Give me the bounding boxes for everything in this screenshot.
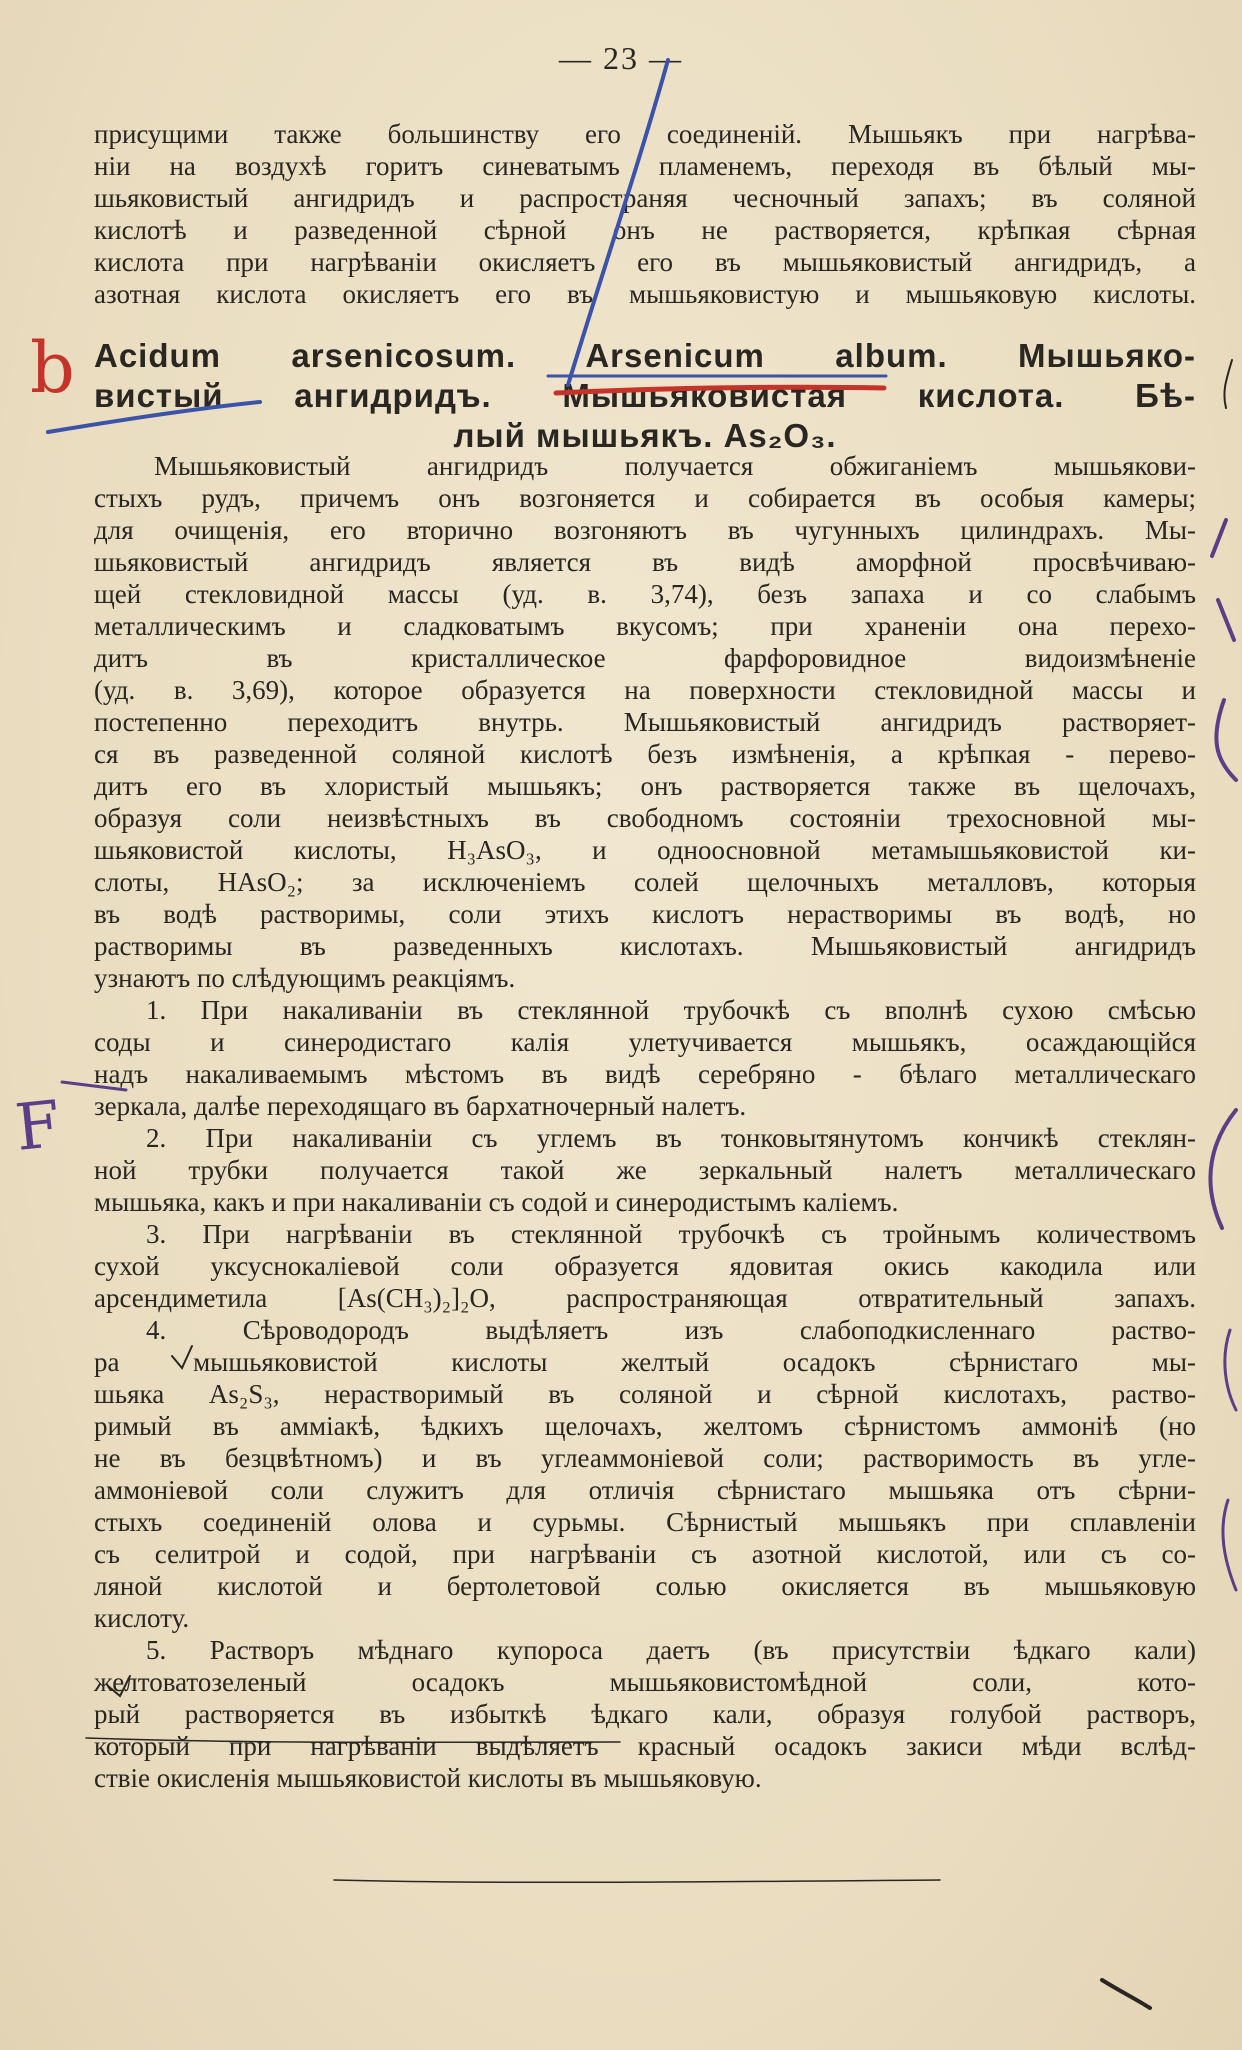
text-line: соды и синеродистаго калія улетучивается мышьякъ, осаждающійся <box>94 1027 1196 1057</box>
text-line: шьяковистый ангидридъ является въ видѣ аморфной просвѣчиваю- <box>94 547 1196 577</box>
text-line: присущими также большинству его соединеній. Мышьякъ при нагрѣва- <box>94 119 1196 149</box>
heading-line: Acidum arsenicosum. Arsenicum album. Мышьяко- <box>94 337 1196 374</box>
text-line: ствіе окисленія мышьяковистой кислоты въ мышьяковую. <box>94 1763 762 1793</box>
text-line: слоты, HAsO₂; за исключеніемъ солей щелочныхъ металловъ, которыя <box>94 867 1196 897</box>
intro-paragraph <box>94 118 1196 310</box>
bottom-scribble <box>1102 1980 1150 2008</box>
right-margin-mark <box>1212 520 1236 780</box>
text-line: 2. При накаливаніи съ углемъ въ тонковытянутомъ кончикѣ стеклян- <box>146 1123 1196 1153</box>
text-line: желтоватозеленый осадокъ мышьяковистомѣдной соли, кото- <box>94 1667 1196 1697</box>
text-line: аммоніевой соли служитъ для отличія сѣрнистаго мышьяка отъ сѣрни- <box>94 1475 1196 1505</box>
text-line: ся въ разведенной соляной кислотѣ безъ измѣненія, а крѣпкая - перево- <box>94 739 1196 769</box>
text-line: дитъ его въ хлористый мышьякъ; онъ растворяется также въ щелочахъ, <box>94 771 1196 801</box>
text-line: шьяка As₂S₃, нерастворимый въ соляной и сѣрной кислотахъ, раство- <box>94 1379 1196 1409</box>
text-line: металлическимъ и сладковатымъ вкусомъ; при храненіи она перехо- <box>94 611 1196 641</box>
text-line: ра мышьяковистой кислоты желтый осадокъ сѣрнистаго мы- <box>94 1347 1196 1377</box>
heading-line: вистый ангидридъ. Мышьяковистая кислота. Бѣ- <box>94 377 1196 414</box>
text-line: въ водѣ растворимы, соли этихъ кислотъ нерастворимы въ водѣ, но <box>94 899 1196 929</box>
text-line: шьяковистый ангидридъ и распространяя чесночный запахъ; въ соляной <box>94 183 1196 213</box>
text-line: арсендиметила [As(CH₃)₂]₂O, распространяющая отвратительный запахъ. <box>94 1283 1196 1313</box>
text-line: образуя соли неизвѣстныхъ въ свободномъ состояніи трехосновной мы- <box>94 803 1196 833</box>
text-line: 4. Сѣроводородъ выдѣляетъ изъ слабоподкисленнаго раство- <box>146 1315 1196 1345</box>
right-margin-bracket <box>1210 1110 1236 1228</box>
section-heading <box>94 336 1196 456</box>
text-line: 1. При накаливаніи въ стеклянной трубочкѣ съ вполнѣ сухою смѣсью <box>146 995 1196 1025</box>
text-line: щей стекловидной массы (уд. в. 3,74), безъ запаха и со слабымъ <box>94 579 1196 609</box>
text-line: азотная кислота окисляетъ его въ мышьяковистую и мышьяковую кислоты. <box>94 279 1196 309</box>
text-line: сухой уксуснокаліевой соли образуется ядовитая окись какодила или <box>94 1251 1196 1281</box>
text-line: постепенно переходитъ внутрь. Мышьяковистый ангидридъ растворяет- <box>94 707 1196 737</box>
text-line: мышьяка, какъ и при накаливаніи съ содой и синеродистымъ каліемъ. <box>94 1187 899 1217</box>
text-line: (уд. в. 3,69), которое образуется на поверхности стекловидной массы и <box>94 675 1196 705</box>
text-line: узнаютъ по слѣдующимъ реакціямъ. <box>94 963 516 993</box>
text-line: Мышьяковистый ангидридъ получается обжиганіемъ мышьякови- <box>154 451 1196 481</box>
body-text <box>94 450 1196 1794</box>
page-number: — 23 — <box>559 40 683 76</box>
text-line: кислота при нагрѣваніи окисляетъ его въ мышьяковистый ангидридъ, а <box>94 247 1196 277</box>
right-margin-mark <box>1223 1330 1236 1590</box>
text-line: дитъ въ кристаллическое фарфоровидное видоизмѣненіе <box>94 643 1196 673</box>
text-line: растворимы въ разведенныхъ кислотахъ. Мышьяковистый ангидридъ <box>94 931 1196 961</box>
heading-line: лый мышьякъ. As₂O₃. <box>453 417 837 454</box>
text-line: зеркала, далѣе переходящаго въ бархатночерный налетъ. <box>94 1091 747 1121</box>
text-line: ной трубки получается такой же зеркальный налетъ металлическаго <box>94 1155 1196 1185</box>
text-line: ляной кислотой и бертолетовой солью окисляется въ мышьяковую <box>94 1571 1196 1601</box>
margin-note-b: b <box>30 327 75 409</box>
margin-note-f: F <box>11 1087 64 1166</box>
text-line: кислотѣ и разведенной сѣрной онъ не растворяется, крѣпкая сѣрная <box>94 215 1196 245</box>
text-line: 3. При нагрѣваніи въ стеклянной трубочкѣ съ тройнымъ количествомъ <box>146 1219 1196 1249</box>
underline-mark <box>334 1880 940 1882</box>
text-line: не въ безцвѣтномъ) и въ углеаммоніевой соли; растворимость въ угле- <box>94 1443 1196 1473</box>
text-line: римый въ амміакѣ, ѣдкихъ щелочахъ, желтомъ сѣрнистомъ аммоніѣ (но <box>94 1411 1196 1441</box>
text-line: шьяковистой кислоты, H₃AsO₃, и одноосновной метамышьяковистой ки- <box>94 835 1196 865</box>
text-line: съ селитрой и содой, при нагрѣваніи съ азотной кислотой, или съ со- <box>94 1539 1196 1569</box>
text-line: надъ накаливаемымъ мѣстомъ въ видѣ серебряно - бѣлаго металлическаго <box>94 1059 1196 1089</box>
text-line: который при нагрѣваніи выдѣляетъ красный осадокъ закиси мѣди вслѣд- <box>94 1731 1196 1761</box>
text-line: 5. Растворъ мѣднаго купороса даетъ (въ присутствіи ѣдкаго кали) <box>146 1635 1196 1665</box>
text-line: рый растворяется въ избыткѣ ѣдкаго кали, образуя голубой растворъ, <box>94 1699 1196 1729</box>
text-line: стыхъ рудъ, причемъ онъ возгоняется и собирается въ особыя камеры; <box>94 483 1196 513</box>
text-line: для очищенія, его вторично возгоняютъ въ чугунныхъ цилиндрахъ. Мы- <box>94 515 1196 545</box>
text-line: стыхъ соединеній олова и сурьмы. Сѣрнистый мышьякъ при сплавленіи <box>94 1507 1196 1537</box>
text-line: кислоту. <box>94 1603 190 1633</box>
text-line: ніи на воздухѣ горитъ синеватымъ пламенемъ, переходя въ бѣлый мы- <box>94 151 1196 181</box>
right-margin-mark <box>1224 360 1232 408</box>
